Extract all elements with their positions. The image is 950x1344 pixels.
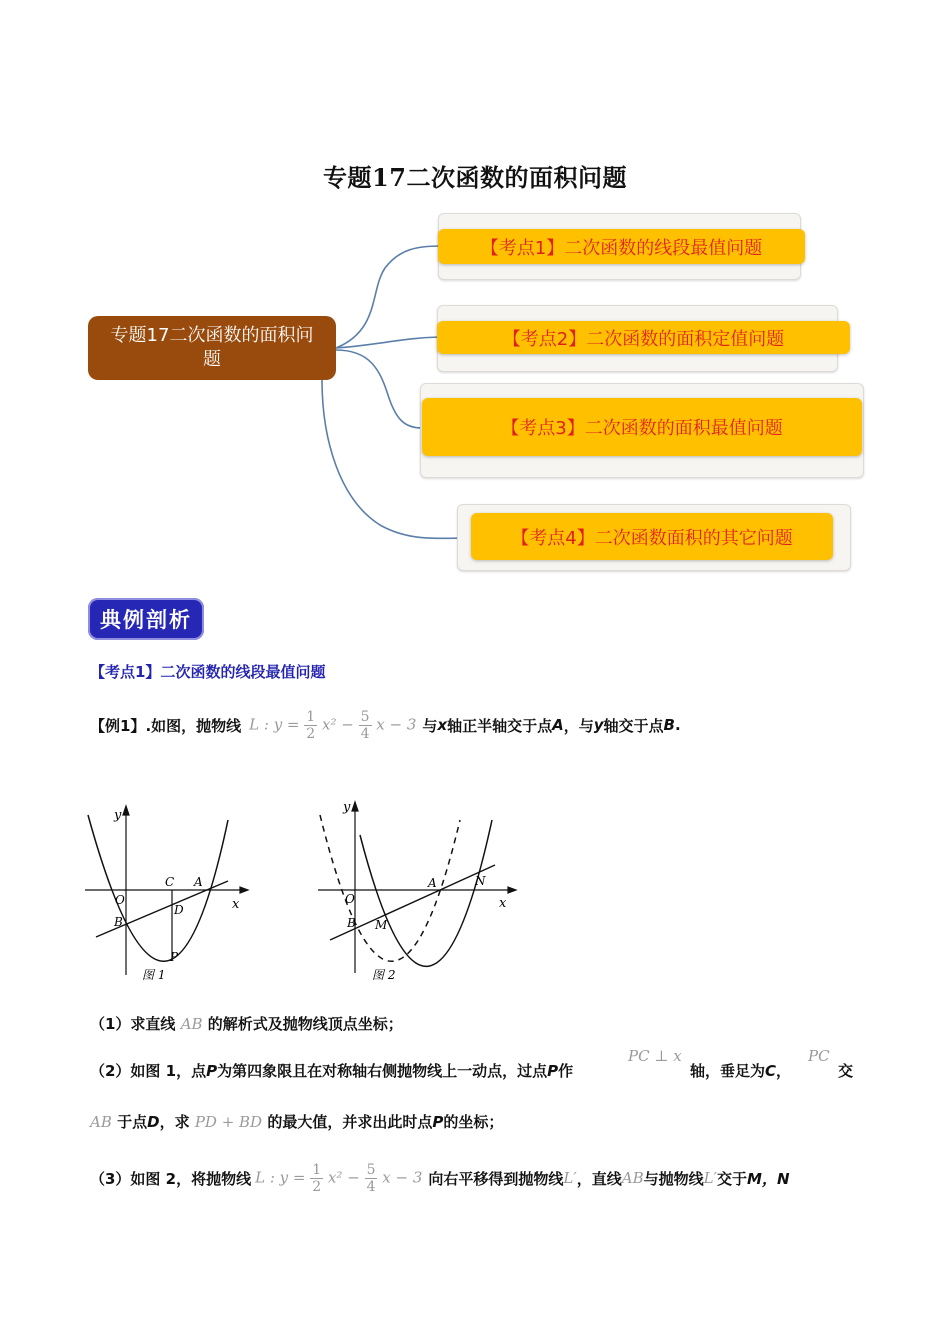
q2-comma: ， (776, 1062, 792, 1080)
q3-points-MN: M，N (747, 1169, 790, 1188)
fig1-label-D: D (174, 903, 184, 917)
fig2-parabola-L-prime (360, 820, 492, 966)
q3-frac-2-num: 5 (366, 1161, 376, 1178)
example-1-statement (90, 700, 681, 750)
topic-subhead: 【考点1】二次函数的线段最值问题 (90, 663, 326, 681)
fig2-parabola-L (320, 815, 460, 961)
q2-text-h: 的最大值，并求出此时点 (267, 1113, 433, 1131)
q2-line1-tail (690, 1060, 791, 1081)
connector-3 (336, 350, 422, 428)
fig1-caption: 图 1 (142, 968, 166, 982)
var-x: x (437, 716, 448, 734)
fig1-label-O: O (115, 893, 125, 907)
fig2-label-N: N (475, 874, 486, 888)
text-tail-2: 轴正半轴交于点 (447, 716, 553, 735)
text-tail-1: 与 (422, 716, 438, 735)
q3-math-L-prime: L′ (563, 1169, 577, 1187)
fig2-y-arrow (352, 802, 358, 811)
q3-eq-prefix: L : y = (255, 1168, 306, 1186)
q3-frac-2-den: 4 (366, 1178, 376, 1195)
eq-suffix: x − 3 (376, 715, 417, 733)
q3-eq-mid: x² − (327, 1168, 360, 1186)
example-lead: .如图，抛物线 (145, 716, 242, 735)
fig2-label-O: O (345, 892, 355, 906)
fig2-label-y: y (343, 800, 351, 815)
q2-math-PC-perp-x: PC ⊥ x (628, 1047, 682, 1065)
fig2-label-B: B (347, 916, 356, 930)
point-A: A (552, 716, 564, 734)
q3-text-c: ，直线 (576, 1169, 622, 1188)
frac-2-num: 5 (360, 708, 370, 725)
q3-parabola-equation (255, 1162, 422, 1195)
q2-math-PC: PC (808, 1047, 830, 1065)
q2-text-a: （2）如图 1，点 (90, 1062, 207, 1080)
text-tail-5: . (674, 716, 681, 734)
page-title: 专题17二次函数的面积问题 (323, 163, 627, 192)
parabola-equation (249, 709, 416, 742)
q2-text-e: 交 (838, 1062, 854, 1080)
connector-1 (336, 246, 440, 348)
q3-text-b: 向右平移得到抛物线 (428, 1169, 564, 1188)
question-2-line-2 (90, 1111, 503, 1132)
frac-2 (359, 709, 372, 742)
mindmap-branch-3: 【考点3】二次函数的面积最值问题 (422, 398, 862, 456)
fig1-label-x: x (232, 897, 240, 912)
fig1-y-arrow (123, 806, 129, 815)
section-badge: 典例剖析 (88, 598, 204, 640)
fig2-label-M: M (375, 918, 388, 932)
frac-1 (304, 709, 317, 742)
eq-mid: x² − (322, 715, 354, 733)
frac-1-den: 2 (306, 725, 316, 742)
fig1-label-C: C (165, 875, 175, 889)
question-3 (90, 1148, 790, 1208)
var-y: y (593, 716, 604, 734)
q3-math-AB: AB (621, 1169, 644, 1187)
q2-point-P: P (206, 1062, 218, 1080)
mindmap-branch-2: 【考点2】二次函数的面积定值问题 (437, 321, 850, 354)
q1-math-AB: AB (180, 1015, 203, 1033)
q2-text-c: 作 (558, 1062, 574, 1080)
point-B: B (663, 716, 675, 734)
fig2-label-x: x (499, 896, 507, 911)
question-2-line-1 (90, 1045, 860, 1085)
text-tail-4: 轴交于点 (603, 716, 664, 735)
q2-text-d: 轴，垂足为 (690, 1062, 766, 1080)
fig1-x-arrow (240, 887, 248, 893)
figure-1 (80, 795, 260, 990)
q3-frac-1-den: 2 (312, 1178, 322, 1195)
fig1-parabola (88, 815, 228, 961)
question-1 (90, 1013, 403, 1034)
mindmap-root: 专题17二次函数的面积问题 (88, 316, 336, 380)
fig2-label-A: A (428, 876, 437, 890)
example-tag: 【例1】 (90, 716, 146, 735)
eq-prefix: L : y = (249, 715, 300, 733)
mindmap-branch-4: 【考点4】二次函数面积的其它问题 (471, 513, 833, 560)
q3-frac-1 (310, 1162, 323, 1195)
mindmap-branch-1: 【考点1】二次函数的线段最值问题 (438, 229, 805, 264)
q2-text-g: ，求 (159, 1113, 190, 1131)
fig2-x-arrow (508, 887, 516, 893)
q2-text-b: 为第四象限且在对称轴右侧抛物线上一动点，过点 (217, 1062, 548, 1080)
q3-text-d: 与抛物线 (643, 1169, 704, 1188)
q2-line1-body (90, 1060, 573, 1081)
text-tail-3: ，与 (563, 716, 594, 735)
fig1-label-A: A (194, 875, 203, 889)
fig1-label-y: y (114, 808, 122, 823)
q2-point-C: C (765, 1062, 777, 1080)
figure-2 (310, 795, 525, 990)
q1-text-a: （1）求直线 (90, 1015, 176, 1033)
q3-frac-2 (365, 1162, 378, 1195)
q2-math-AB: AB (90, 1113, 112, 1131)
q3-math-L-prime-2: L′ (703, 1169, 718, 1187)
q3-text-a: （3）如图 2，将抛物线 (90, 1169, 252, 1188)
frac-1-num: 1 (306, 708, 316, 725)
q2-point-P3: P (432, 1113, 444, 1131)
q3-text-e: 交于 (717, 1169, 748, 1188)
q2-math-PD-BD: PD + BD (194, 1113, 263, 1131)
q3-eq-suffix: x − 3 (382, 1168, 423, 1186)
fig2-caption: 图 2 (372, 968, 396, 982)
fig1-label-P: P (170, 950, 179, 964)
q3-frac-1-num: 1 (312, 1161, 322, 1178)
q2-point-D: D (147, 1113, 160, 1131)
fig1-label-B: B (114, 915, 123, 929)
q1-text-b: 的解析式及抛物线顶点坐标； (207, 1015, 403, 1033)
frac-2-den: 4 (360, 725, 370, 742)
q2-text-i: 的坐标； (443, 1113, 504, 1131)
q2-text-f: 于点 (117, 1113, 148, 1131)
q2-point-P2: P (547, 1062, 559, 1080)
